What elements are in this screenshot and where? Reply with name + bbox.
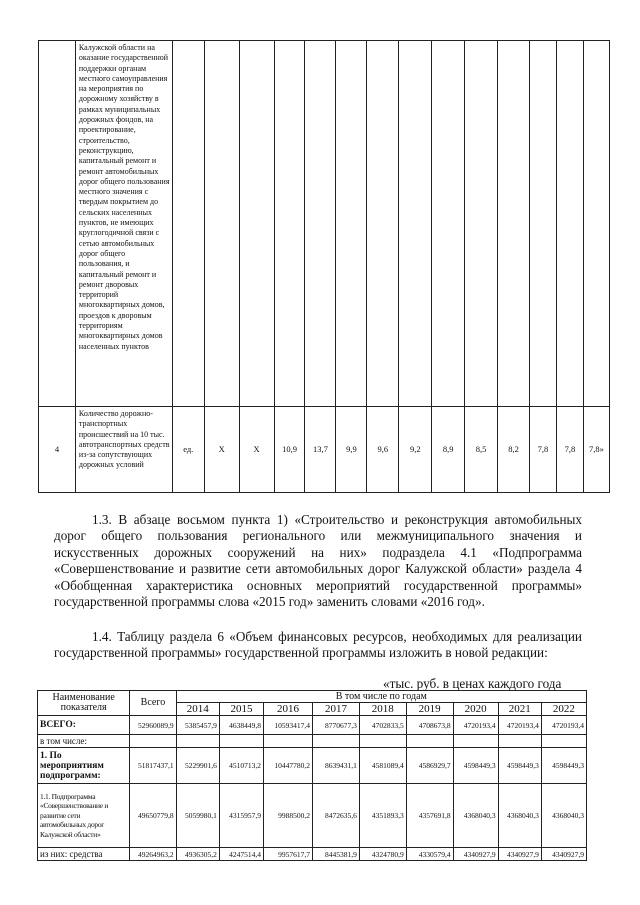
indicators-table: [38, 40, 610, 493]
table-cell: [432, 41, 465, 407]
value-cell: 4581089,4: [359, 748, 406, 784]
table-cell: [305, 41, 336, 407]
table-cell: [583, 41, 609, 407]
value-cell: 4330579,4: [406, 848, 453, 861]
value-cell: 4368040,3: [453, 784, 498, 848]
value-cell: 8639431,1: [313, 748, 360, 784]
value-cell: 4368040,3: [541, 784, 586, 848]
paragraph-1-3: 1.3. В абзаце восьмом пункта 1) «Строительство и реконструкция автомобильных дорог общего пользования регионального или межмуниципального значения и искусственных дорожных сооружений на них» подраздела 4.1 «Подпрограмма «Совершенствование и развитие сети автомобильных дорог Калужской области» раздела 4 «Обобщенная характеристика основных мероприятий государственной программы» государственной программы слова «2015 год» заменить словами «2016 год».: [54, 512, 582, 610]
table-cell: [465, 41, 498, 407]
table-cell: [530, 41, 557, 407]
value-cell: [498, 735, 541, 748]
year-header: 2021: [498, 703, 541, 716]
value-cell: 4586929,7: [406, 748, 453, 784]
value-cell: 8770677,3: [313, 716, 360, 735]
total-cell: 51817437,1: [130, 748, 176, 784]
indicator-description: Количество дорожно-транспортных происшествий на 10 тыс. автотранспортных средств из-за сопутствующих дорожных условий: [75, 407, 172, 493]
table-row: [38, 735, 587, 748]
value-cell: 4708673,8: [406, 716, 453, 735]
value-cell: 4720193,4: [498, 716, 541, 735]
value-cell: 4324780,9: [359, 848, 406, 861]
value-cell: 7,8: [556, 407, 583, 493]
value-cell: 4720193,4: [541, 716, 586, 735]
table-cell: [39, 41, 76, 407]
value-cell: [219, 735, 263, 748]
year-header: 2019: [406, 703, 453, 716]
units-note: «тыс. руб. в ценах каждого года: [383, 676, 562, 691]
table-cell: [172, 41, 204, 407]
value-cell: 10593417,4: [264, 716, 313, 735]
header-name: Наименование показателя: [38, 691, 130, 716]
value-cell: 4638449,8: [219, 716, 263, 735]
row-label: из них: средства: [38, 848, 130, 861]
year-header: 2014: [176, 703, 219, 716]
value-cell: 8,9: [432, 407, 465, 493]
value-cell: 5385457,9: [176, 716, 219, 735]
value-cell: 4510713,2: [219, 748, 263, 784]
value-cell: 5229901,6: [176, 748, 219, 784]
row-label: 1. По мероприятиям подпрограмм:: [38, 748, 130, 784]
value-cell: 4340927,9: [541, 848, 586, 861]
value-cell: 8445381,9: [313, 848, 360, 861]
value-cell: 4351893,3: [359, 784, 406, 848]
value-cell: 4340927,9: [453, 848, 498, 861]
total-cell: 49264963,2: [130, 848, 176, 861]
value-cell: 4598449,3: [453, 748, 498, 784]
table-cell: [336, 41, 367, 407]
table-cell: [556, 41, 583, 407]
value-cell: 7,8: [530, 407, 557, 493]
indicator-description: Калужской области на оказание государственной поддержки органам местного самоуправления на мероприятия по дорожному хозяйству в рамках муниципальных дорожных фондов, на проектирование, строительство, реконструкцию, капитальный ремонт и ремонт автомобильных дорог общего пользования местного значения с твердым покрытием до сельских населенных пунктов, не имеющих круглогодичной связи с сетью автомобильных дорог общего пользования, и капитальный ремонт и ремонт дворовых территорий многоквартирных домов, проездов к дворовым территориям многоквартирных домов населенных пунктов: [75, 41, 172, 407]
value-cell: [264, 735, 313, 748]
value-cell: Х: [204, 407, 239, 493]
value-cell: 4357691,8: [406, 784, 453, 848]
value-cell: 4702833,5: [359, 716, 406, 735]
year-header: 2020: [453, 703, 498, 716]
table-cell: [399, 41, 432, 407]
value-cell: 9,2: [399, 407, 432, 493]
value-cell: 9,6: [367, 407, 399, 493]
table-cell: [239, 41, 274, 407]
value-cell: [541, 735, 586, 748]
value-cell: Х: [239, 407, 274, 493]
row-label: в том числе:: [38, 735, 130, 748]
table-cell: [367, 41, 399, 407]
value-cell: 4598449,3: [498, 748, 541, 784]
value-cell: [406, 735, 453, 748]
year-header: 2022: [541, 703, 586, 716]
value-cell: 13,7: [305, 407, 336, 493]
table-row: [38, 716, 587, 735]
value-cell: 10,9: [274, 407, 305, 493]
value-cell: 4368040,3: [498, 784, 541, 848]
table-row: [38, 784, 587, 848]
unit-cell: ед.: [172, 407, 204, 493]
total-cell: [130, 735, 176, 748]
year-header: 2017: [313, 703, 360, 716]
value-cell: 8472635,6: [313, 784, 360, 848]
value-cell: 4315957,9: [219, 784, 263, 848]
value-cell: 9988500,2: [264, 784, 313, 848]
financial-resources-table: [37, 690, 587, 861]
table-cell: [274, 41, 305, 407]
value-cell: 4936305,2: [176, 848, 219, 861]
value-cell: 4598449,3: [541, 748, 586, 784]
row-number: 4: [39, 407, 76, 493]
value-cell: 10447780,2: [264, 748, 313, 784]
year-header: 2016: [264, 703, 313, 716]
value-cell: 4720193,4: [453, 716, 498, 735]
value-cell: 9,9: [336, 407, 367, 493]
value-cell: 8,5: [465, 407, 498, 493]
table-row: [39, 407, 610, 493]
row-label: ВСЕГО:: [38, 716, 130, 735]
value-cell: [176, 735, 219, 748]
value-cell: 4247514,4: [219, 848, 263, 861]
table-cell: [498, 41, 530, 407]
year-header: 2015: [219, 703, 263, 716]
year-header: 2018: [359, 703, 406, 716]
value-cell: 8,2: [498, 407, 530, 493]
row-label: 1.1. Подпрограмма «Совершенствование и развитие сети автомобильных дорог Калужской области»: [38, 784, 130, 848]
value-cell: 4340927,9: [498, 848, 541, 861]
paragraph-1-4: 1.4. Таблицу раздела 6 «Объем финансовых ресурсов, необходимых для реализации государственной программы» государственной программы изложить в новой редакции:: [54, 629, 582, 661]
value-cell: 9957617,7: [264, 848, 313, 861]
value-cell: [359, 735, 406, 748]
value-cell: 7,8»: [583, 407, 609, 493]
total-cell: 52960089,9: [130, 716, 176, 735]
table-row: [38, 848, 587, 861]
value-cell: [313, 735, 360, 748]
table-cell: [204, 41, 239, 407]
table-row: [38, 748, 587, 784]
header-total: Всего: [130, 691, 176, 716]
header-years-group: В том числе по годам: [176, 691, 586, 703]
total-cell: 49650779,8: [130, 784, 176, 848]
value-cell: [453, 735, 498, 748]
value-cell: 5059980,1: [176, 784, 219, 848]
